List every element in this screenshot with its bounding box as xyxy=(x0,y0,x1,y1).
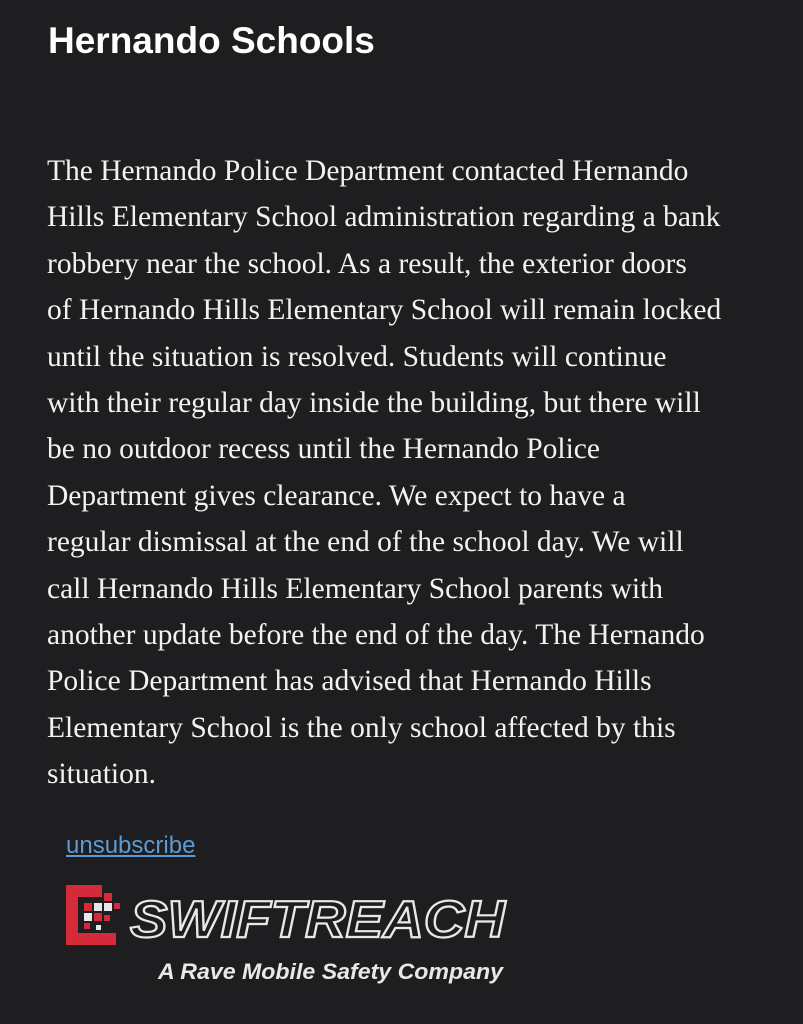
body-line: Department gives clearance. We expect to have a xyxy=(47,479,626,512)
body-line: until the situation is resolved. Students will continue xyxy=(47,340,667,373)
body-line: Elementary School is the only school affected by this xyxy=(47,711,676,744)
body-line: situation. xyxy=(47,758,156,791)
swiftreach-tagline: A Rave Mobile Safety Company xyxy=(156,959,505,984)
body-line: Police Department has advised that Hernando Hills xyxy=(47,665,652,698)
body-line: another update before the end of the day. The Hernando xyxy=(47,619,705,652)
body-line: regular dismissal at the end of the school day. We will xyxy=(47,526,684,559)
swiftreach-logo-graphic xyxy=(60,875,520,995)
unsubscribe-link[interactable]: unsubscribe xyxy=(66,832,196,859)
message-body xyxy=(47,148,787,798)
body-line: of Hernando Hills Elementary School will remain locked xyxy=(47,294,722,327)
body-line: call Hernando Hills Elementary School parents with xyxy=(47,572,664,605)
swiftreach-wordmark: SWIFTREACH xyxy=(130,891,507,949)
sender-name: Hernando Schools xyxy=(48,20,375,61)
body-line: The Hernando Police Department contacted Hernando xyxy=(47,155,689,187)
swiftreach-logo xyxy=(60,875,520,995)
body-line: Hills Elementary School administration regarding a bank xyxy=(47,201,721,234)
body-line: with their regular day inside the building, but there will xyxy=(47,387,701,420)
body-line: be no outdoor recess until the Hernando Police xyxy=(47,433,600,466)
swiftreach-logo-mark-icon xyxy=(66,885,120,945)
body-line: robbery near the school. As a result, the exterior doors xyxy=(47,247,687,280)
